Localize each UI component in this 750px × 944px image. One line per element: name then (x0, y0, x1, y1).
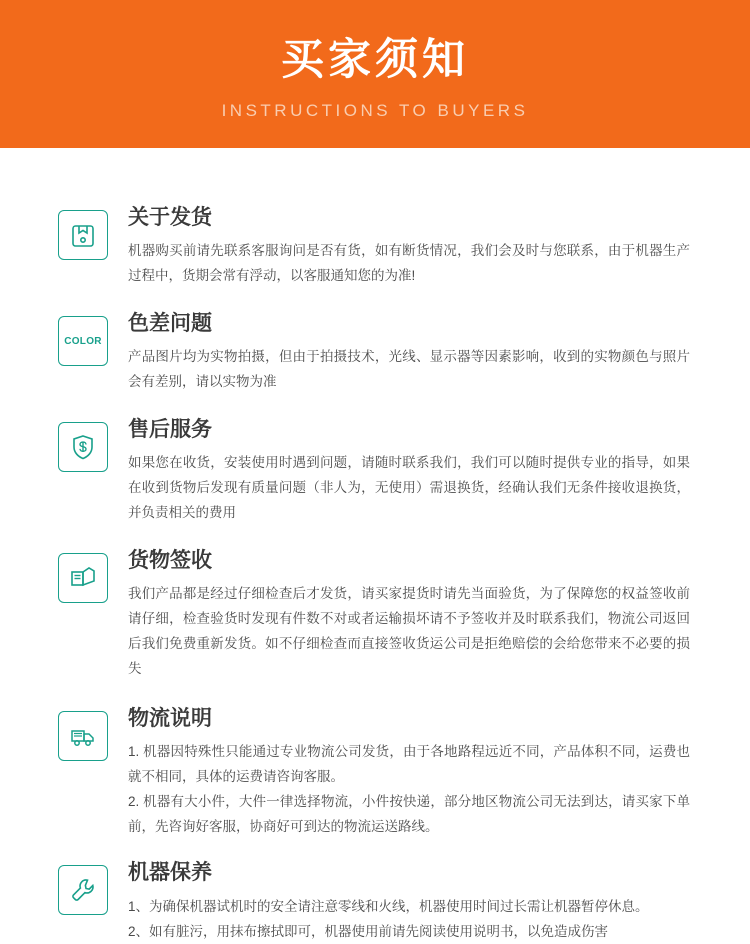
section-text: 机器购买前请先联系客服询问是否有货，如有断货情况，我们会及时与您联系，由于机器生产过程中，货期会常有浮动，以客服通知您的为准! (128, 243, 690, 284)
section-title: 机器保养 (128, 861, 212, 885)
section-title: 物流说明 (128, 707, 212, 731)
section-list (128, 894, 690, 944)
carton-check-icon (58, 553, 108, 603)
section-body (128, 861, 690, 943)
package-box-icon (58, 210, 108, 260)
section-body (128, 418, 690, 525)
section-color-difference (58, 312, 690, 394)
section-title: 售后服务 (128, 418, 212, 442)
section-after-sales (58, 418, 690, 525)
section-title: 货物签收 (128, 549, 212, 573)
section-body (128, 312, 690, 394)
content-area (0, 148, 750, 944)
page-header (0, 0, 750, 148)
section-body (128, 707, 690, 839)
list-item: 1. 机器因特殊性只能通过专业物流公司发货，由于各地路程远近不同，产品体积不同，运费也就不相同，具体的运费请咨询客服。 (128, 744, 690, 785)
list-item: 2. 机器有大小件，大件一律选择物流，小件按快递，部分地区物流公司无法到达，请买家下单前，先咨询好客服，协商好可到达的物流运送路线。 (128, 794, 690, 835)
section-shipping (58, 206, 690, 288)
section-text: 产品图片均为实物拍摄，但由于拍摄技术，光线、显示器等因素影响，收到的实物颜色与照片会有差别，请以实物为准 (128, 349, 690, 390)
section-goods-receipt (58, 549, 690, 681)
color-swatch-icon (58, 316, 108, 366)
section-title: 关于发货 (128, 206, 212, 229)
page-title: 买家须知 (281, 36, 469, 85)
page-subtitle: INSTRUCTIONS TO BUYERS (221, 100, 529, 120)
section-body (128, 206, 690, 288)
section-text: 如果您在收货，安装使用时遇到问题，请随时联系我们，我们可以随时提供专业的指导，如果在收到货物后发现有质量问题（非人为，无使用）需退换货，经确认我们无条件接收退换货，并负责相关的费用 (128, 455, 690, 521)
color-icon-label: COLOR (64, 335, 102, 347)
section-list (128, 739, 690, 839)
section-logistics (58, 707, 690, 839)
list-item: 2、如有脏污，用抹布擦拭即可，机器使用前请先阅读使用说明书，以免造成伤害 (128, 923, 609, 939)
section-text: 我们产品都是经过仔细检查后才发货，请买家提货时请先当面验货，为了保障您的权益签收前请仔细，检查验货时发现有件数不对或者运输损坏请不予签收并及时联系我们，物流公司返回后我们免费重新发货。如不仔细检查而直接签收货运公司是拒绝赔偿的会给您带来不必要的损失 (128, 586, 690, 677)
truck-icon (58, 711, 108, 761)
dollar-shield-icon (58, 422, 108, 472)
section-title: 色差问题 (128, 312, 212, 336)
wrench-icon (58, 865, 108, 915)
section-body (128, 549, 690, 681)
section-maintenance (58, 861, 690, 943)
list-item: 1、为确保机器试机时的安全请注意零线和火线，机器使用时间过长需让机器暂停休息。 (128, 898, 649, 914)
